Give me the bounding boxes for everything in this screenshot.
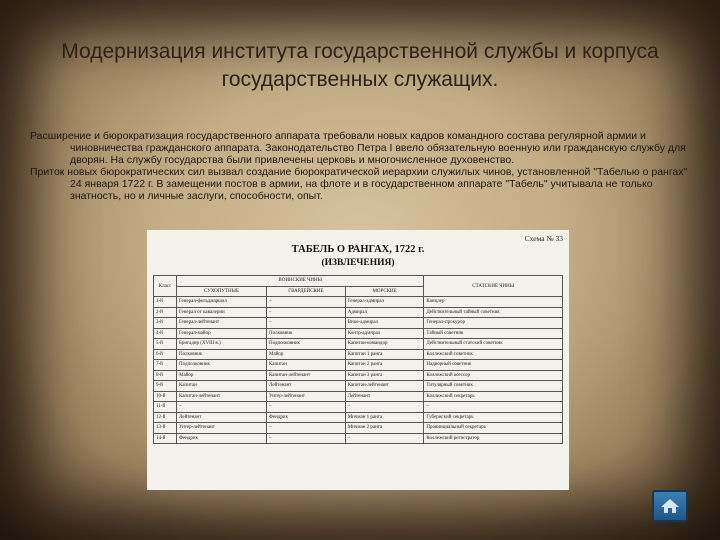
table-cell-civil: Канцлер — [424, 297, 563, 308]
table-cell-cls: 5-й — [154, 339, 177, 350]
table-row — [154, 423, 563, 434]
table-cell-land: Капитан — [177, 381, 267, 392]
table-cell-guard: – — [267, 423, 346, 434]
table-cell-civil: Коллежский асессор — [424, 370, 563, 381]
table-row — [154, 391, 563, 402]
table-cell-guard: Полковник — [267, 328, 346, 339]
scheme-number: Схема № 33 — [524, 234, 563, 243]
table-cell-navy: Капитан-лейтенант — [345, 381, 424, 392]
slide-title: Модернизация института государственной службы и корпуса государственных служащих. — [61, 40, 659, 91]
table-cell-land: Генерал-лейтенант — [177, 318, 267, 329]
table-cell-navy: Адмирал — [345, 307, 424, 318]
table-cell-guard: Унтер-лейтенант — [267, 391, 346, 402]
table-cell-guard: – — [267, 318, 346, 329]
table-cell-cls: 12-й — [154, 412, 177, 423]
table-cell-guard: Подполковник — [267, 339, 346, 350]
table-cell-guard: Майор — [267, 349, 346, 360]
paragraph-2: Приток новых бюрократических сил вызвал создание бюрократической иерархии служилых чинов, установленной "Табелью о рангах" 24 января 1722 г. В замещении постов в армии, на флоте и в государственном аппарате "Табель" учитывала не только знатность, но и личные заслуги, способности, опыт. — [30, 166, 688, 202]
table-cell-civil: Коллежский регистратор — [424, 433, 563, 444]
table-cell-guard: – — [267, 433, 346, 444]
table-cell-navy: Вице-адмирал — [345, 318, 424, 329]
table-cell-navy: Контр-адмирал — [345, 328, 424, 339]
paragraph-1: Расширение и бюрократизация государственного аппарата требовали новых кадров командного состава регулярной армии и чиновничества гражданского аппарата. Законодательство Петра I ввело обязательную военную или гражданскую службу для дворян. На службу государства были привлечены церковь и многочисленное духовенство. — [30, 130, 686, 166]
table-cell-civil: Тайный советник — [424, 328, 563, 339]
table-cell-land: Фендрик — [177, 433, 267, 444]
table-row — [154, 370, 563, 381]
table-cell-cls: 13-й — [154, 423, 177, 434]
table-cell-guard: – — [267, 297, 346, 308]
table-cell-civil: Титулярный советник — [424, 381, 563, 392]
table-row — [154, 349, 563, 360]
table-cell-land: Генерал-майор — [177, 328, 267, 339]
table-cell-navy: – — [345, 402, 424, 413]
table-cell-navy: Мичман 1 ранга — [345, 412, 424, 423]
table-cell-land: Генерал-фельдмаршал — [177, 297, 267, 308]
ranks-table — [153, 275, 563, 444]
col-infantry-header: СУХОПУТНЫЕ — [177, 286, 267, 297]
table-cell-civil: Действительный статский советник — [424, 339, 563, 350]
table-cell-civil: Провинциальный секретарь — [424, 423, 563, 434]
table-row — [154, 307, 563, 318]
table-cell-civil: – — [424, 402, 563, 413]
table-row — [154, 412, 563, 423]
ranks-table-body — [154, 297, 563, 444]
table-cell-cls: 6-й — [154, 349, 177, 360]
table-row — [154, 297, 563, 308]
table-cell-guard: – — [267, 402, 346, 413]
table-cell-land: Майор — [177, 370, 267, 381]
table-cell-cls: 3-й — [154, 318, 177, 329]
table-cell-civil: Действительный тайный советник — [424, 307, 563, 318]
table-title: ТАБЕЛЬ О РАНГАХ, 1722 г. — [291, 244, 425, 255]
col-navy-header: МОРСКИЕ — [345, 286, 424, 297]
table-subtitle: (ИЗВЛЕЧЕНИЯ) — [321, 258, 395, 268]
table-row — [154, 318, 563, 329]
table-cell-navy: Капитан 2 ранга — [345, 360, 424, 371]
table-cell-cls: 7-й — [154, 360, 177, 371]
table-cell-guard: Капитан-лейтенант — [267, 370, 346, 381]
table-cell-cls: 2-й — [154, 307, 177, 318]
table-cell-guard: Лейтенант — [267, 381, 346, 392]
table-row — [154, 402, 563, 413]
home-icon — [660, 497, 680, 515]
table-cell-land: Унтер-лейтенант — [177, 423, 267, 434]
table-cell-navy: Лейтенант — [345, 391, 424, 402]
table-cell-guard: – — [267, 307, 346, 318]
table-cell-navy: Капитан 3 ранга — [345, 370, 424, 381]
table-cell-guard: Фендрик — [267, 412, 346, 423]
table-cell-cls: 4-й — [154, 328, 177, 339]
table-cell-cls: 8-й — [154, 370, 177, 381]
table-cell-land: Подполковник — [177, 360, 267, 371]
home-button[interactable] — [652, 490, 688, 522]
table-cell-land: Капитан-лейтенант — [177, 391, 267, 402]
table-cell-cls: 14-й — [154, 433, 177, 444]
table-cell-navy: Капитан 1 ранга — [345, 349, 424, 360]
table-cell-civil: Губернский секретарь — [424, 412, 563, 423]
table-cell-civil: Коллежский секретарь — [424, 391, 563, 402]
table-cell-civil: Надворный советник — [424, 360, 563, 371]
table-cell-land: Полковник — [177, 349, 267, 360]
table-of-ranks-image — [147, 230, 569, 490]
col-civil-header: СТАТСКИЕ ЧИНЫ — [424, 276, 563, 297]
table-row — [154, 339, 563, 350]
col-guard-header: ГВАРДЕЙСКИЕ — [267, 286, 346, 297]
table-cell-cls: 10-й — [154, 391, 177, 402]
table-cell-land: – — [177, 402, 267, 413]
table-cell-civil: Коллежский советник — [424, 349, 563, 360]
table-cell-cls: 1-й — [154, 297, 177, 308]
table-cell-land: Лейтенант — [177, 412, 267, 423]
table-cell-guard: Капитан — [267, 360, 346, 371]
slide-body — [30, 130, 690, 202]
table-cell-land: Генерал от кавалерии — [177, 307, 267, 318]
table-cell-civil: Генерал-прокурор — [424, 318, 563, 329]
col-class-header: Класс — [154, 276, 177, 297]
table-cell-cls: 11-й — [154, 402, 177, 413]
table-row — [154, 381, 563, 392]
table-row — [154, 328, 563, 339]
table-cell-navy: Генерал-адмирал — [345, 297, 424, 308]
table-cell-navy: – — [345, 433, 424, 444]
military-group-header: ВОИНСКИЕ ЧИНЫ — [177, 276, 424, 287]
table-cell-land: Бригадир (XVIII в.) — [177, 339, 267, 350]
table-cell-navy: Капитан-командор — [345, 339, 424, 350]
table-row — [154, 360, 563, 371]
table-row — [154, 433, 563, 444]
table-cell-navy: Мичман 2 ранга — [345, 423, 424, 434]
table-cell-cls: 9-й — [154, 381, 177, 392]
